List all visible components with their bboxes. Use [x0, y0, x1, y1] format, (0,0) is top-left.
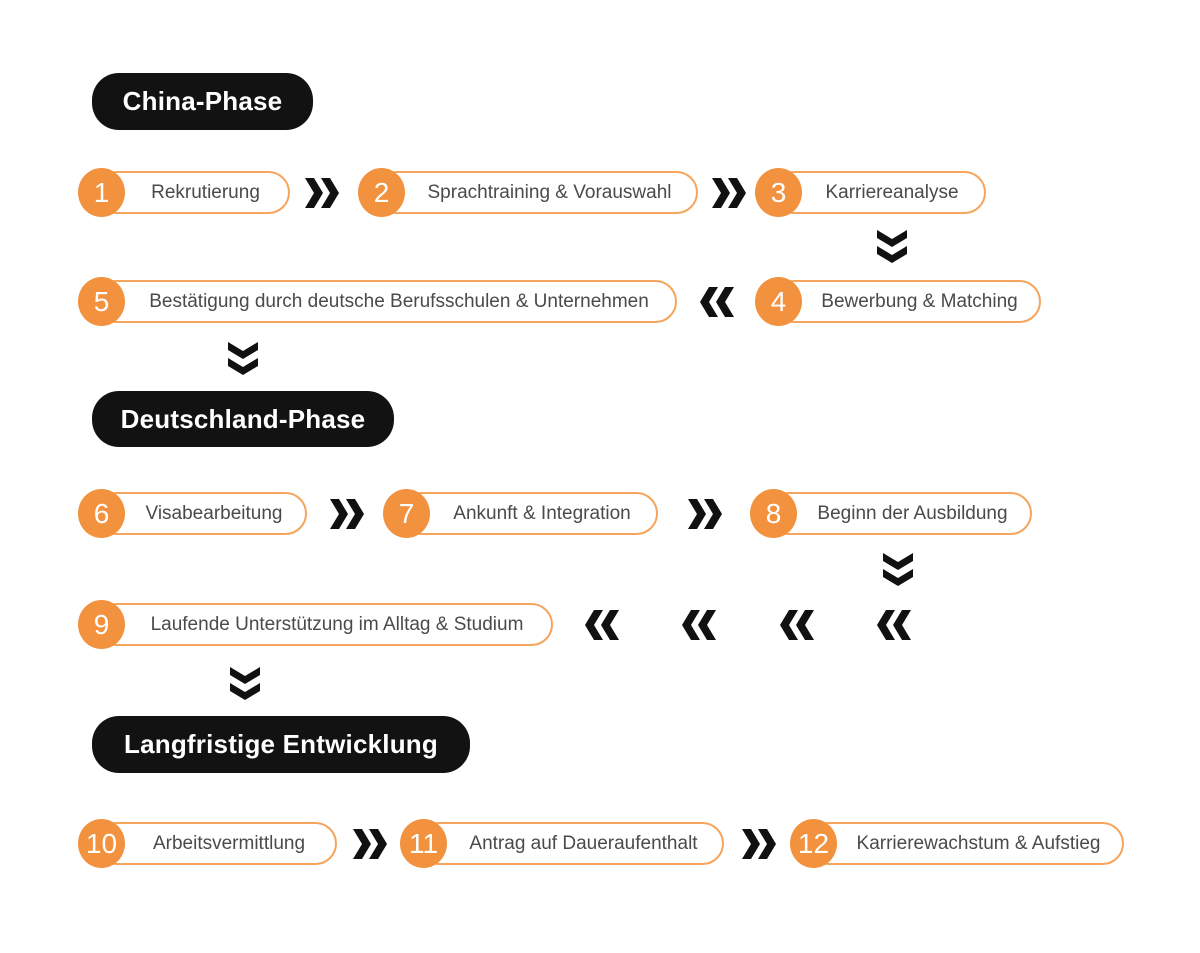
step-11-number-badge: 11: [400, 819, 447, 868]
step-3: [755, 168, 986, 217]
step-7-number-badge: 7: [383, 489, 430, 538]
step-8: [750, 489, 1032, 538]
step-9-pill: [95, 603, 553, 646]
step-6: [78, 489, 307, 538]
step-7-label: Ankunft & Integration: [453, 502, 631, 524]
step-3-pill: [772, 171, 986, 214]
double-chevron-left-icon: [877, 610, 911, 640]
double-chevron-right-icon: [742, 829, 776, 859]
double-chevron-left-icon: [700, 287, 734, 317]
phase-header-china: [92, 73, 313, 130]
step-4-number-badge: 4: [755, 277, 802, 326]
step-5-number-badge: 5: [78, 277, 125, 326]
step-9-number-badge: 9: [78, 600, 125, 649]
step-12-label: Karrierewachstum & Aufstieg: [856, 832, 1101, 854]
double-chevron-right-icon: [712, 178, 746, 208]
step-9: [78, 600, 553, 649]
step-1: [78, 168, 290, 217]
step-10-number-badge: 10: [78, 819, 125, 868]
double-chevron-down-icon: [228, 342, 258, 375]
step-1-number-badge: 1: [78, 168, 125, 217]
step-6-label: Visabearbeitung: [145, 502, 283, 524]
phase-header-deutschland-label: Deutschland-Phase: [120, 403, 366, 434]
step-12: [790, 819, 1124, 868]
step-2-label: Sprachtraining & Vorauswahl: [427, 181, 672, 203]
step-10-label: Arbeitsvermittlung: [152, 832, 306, 854]
double-chevron-right-icon: [688, 499, 722, 529]
step-12-pill: [807, 822, 1124, 865]
step-1-label: Rekrutierung: [151, 181, 260, 203]
step-11-pill: [417, 822, 724, 865]
step-8-pill: [767, 492, 1032, 535]
step-2: [358, 168, 698, 217]
step-7-pill: [400, 492, 658, 535]
phase-header-langfristige-entwicklung-label: Langfristige Entwicklung: [124, 729, 438, 759]
double-chevron-right-icon: [353, 829, 387, 859]
step-10: [78, 819, 337, 868]
step-3-label: Karriereanalyse: [825, 181, 959, 203]
step-2-number-badge: 2: [358, 168, 405, 217]
step-3-number-badge: 3: [755, 168, 802, 217]
step-11-label: Antrag auf Daueraufenthalt: [469, 832, 698, 854]
step-7: [383, 489, 658, 538]
step-8-number-badge: 8: [750, 489, 797, 538]
step-5-pill: [95, 280, 677, 323]
step-2-pill: [375, 171, 698, 214]
step-4-label: Bewerbung & Matching: [821, 290, 1018, 312]
double-chevron-down-icon: [230, 667, 260, 700]
double-chevron-right-icon: [330, 499, 364, 529]
double-chevron-down-icon: [877, 230, 907, 263]
step-5-label: Bestätigung durch deutsche Berufsschulen & Unternehmen: [149, 290, 649, 312]
phase-header-china-label: China-Phase: [122, 86, 283, 116]
step-9-label: Laufende Unterstützung im Alltag & Studium: [150, 613, 524, 635]
step-8-label: Beginn der Ausbildung: [817, 502, 1008, 524]
step-4-pill: [772, 280, 1041, 323]
step-6-pill: [95, 492, 307, 535]
double-chevron-down-icon: [883, 553, 913, 586]
step-6-number-badge: 6: [78, 489, 125, 538]
phase-header-deutschland: [92, 391, 394, 447]
double-chevron-left-icon: [780, 610, 814, 640]
double-chevron-left-icon: [682, 610, 716, 640]
step-10-pill: [95, 822, 337, 865]
phase-header-langfristige-entwicklung: [92, 716, 470, 773]
double-chevron-left-icon: [585, 610, 619, 640]
double-chevron-right-icon: [305, 178, 339, 208]
step-5: [78, 277, 677, 326]
step-12-number-badge: 12: [790, 819, 837, 868]
step-4: [755, 277, 1041, 326]
step-11: [400, 819, 724, 868]
